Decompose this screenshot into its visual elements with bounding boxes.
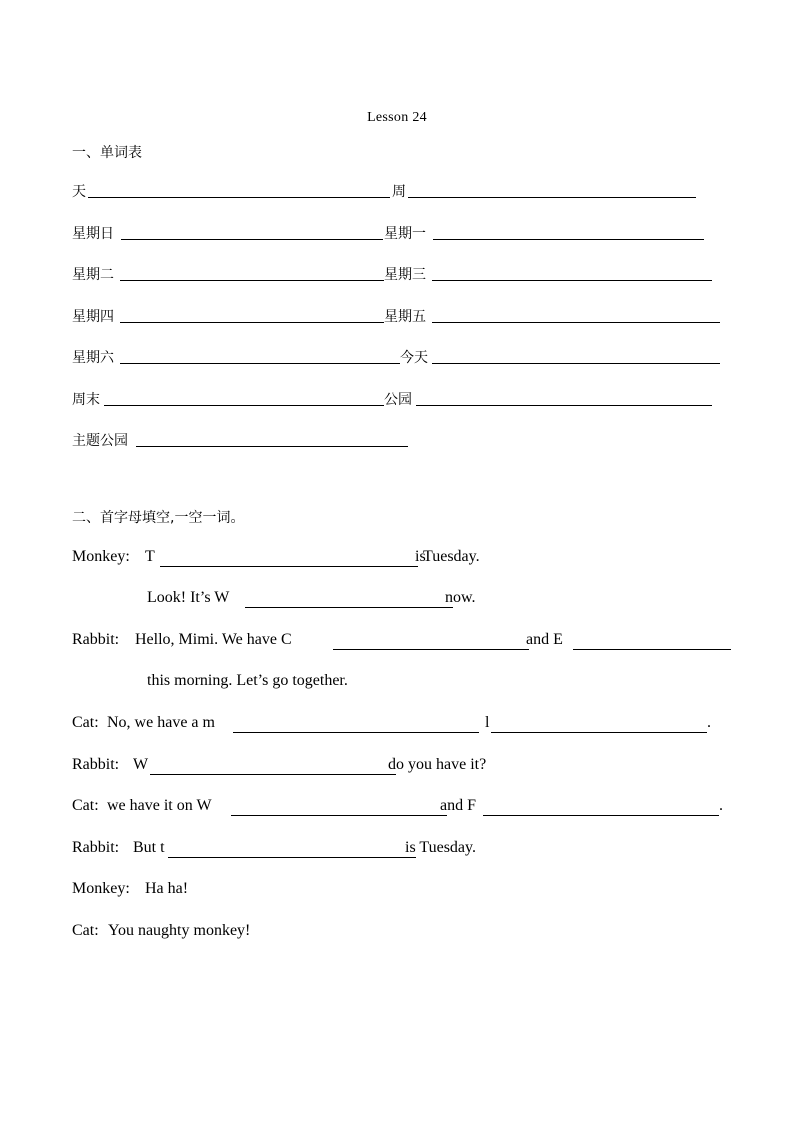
speaker-label: Cat: — [72, 714, 99, 731]
dialogue-text: T — [145, 548, 155, 565]
word-label: 周 — [392, 184, 406, 200]
answer-blank[interactable] — [160, 566, 418, 567]
dialogue-text: Hello, Mimi. We have C — [135, 631, 292, 648]
answer-blank[interactable] — [120, 363, 400, 364]
dialogue-text: Look! It’s W — [147, 589, 230, 606]
dialogue-text: . — [719, 797, 723, 814]
dialogue-text: now. — [445, 589, 476, 606]
word-label: 星期六 — [72, 350, 114, 366]
dialogue-text: Tuesday. — [423, 548, 480, 565]
dialogue-text: is Tuesday. — [405, 839, 476, 856]
section1-heading: 一、单词表 — [72, 145, 142, 161]
word-label: 星期三 — [384, 267, 426, 283]
section2-heading: 二、首字母填空,一空一词。 — [72, 510, 245, 526]
speaker-label: Rabbit: — [72, 756, 120, 773]
answer-blank[interactable] — [433, 239, 704, 240]
answer-blank[interactable] — [491, 732, 707, 733]
answer-blank[interactable] — [231, 815, 447, 816]
answer-blank[interactable] — [136, 446, 408, 447]
dialogue-text: . — [707, 714, 711, 731]
dialogue-text: Ha ha! — [145, 880, 189, 897]
answer-blank[interactable] — [573, 649, 731, 650]
word-label: 今天 — [400, 350, 428, 366]
speaker-label: Rabbit: — [72, 631, 120, 648]
answer-blank[interactable] — [408, 197, 696, 198]
dialogue-text: this morning. Let’s go together. — [147, 672, 348, 689]
word-label: 星期五 — [384, 309, 426, 325]
dialogue-text: do you have it? — [388, 756, 487, 773]
speaker-label: Rabbit: — [72, 839, 120, 856]
answer-blank[interactable] — [432, 322, 720, 323]
answer-blank[interactable] — [416, 405, 712, 406]
speaker-label: Monkey: — [72, 548, 130, 565]
answer-blank[interactable] — [432, 363, 720, 364]
word-label: 天 — [72, 184, 86, 200]
answer-blank[interactable] — [168, 857, 416, 858]
page-title: Lesson 24 — [367, 110, 427, 125]
word-label: 公园 — [384, 392, 412, 408]
answer-blank[interactable] — [150, 774, 396, 775]
dialogue-text: You naughty monkey! — [108, 922, 251, 939]
answer-blank[interactable] — [432, 280, 712, 281]
answer-blank[interactable] — [245, 607, 453, 608]
dialogue-text: l — [485, 714, 490, 731]
answer-blank[interactable] — [121, 239, 383, 240]
word-label: 星期二 — [72, 267, 114, 283]
dialogue-text: But t — [133, 839, 165, 856]
word-label: 周末 — [72, 392, 100, 408]
word-label: 星期日 — [72, 226, 114, 242]
dialogue-text: we have it on W — [107, 797, 212, 814]
answer-blank[interactable] — [104, 405, 384, 406]
dialogue-text: W — [133, 756, 149, 773]
answer-blank[interactable] — [88, 197, 390, 198]
dialogue-text: and F — [440, 797, 476, 814]
answer-blank[interactable] — [333, 649, 529, 650]
dialogue-text: and E — [526, 631, 563, 648]
dialogue-text: No, we have a m — [107, 714, 215, 731]
answer-blank[interactable] — [233, 732, 479, 733]
word-label: 星期一 — [384, 226, 426, 242]
answer-blank[interactable] — [483, 815, 719, 816]
speaker-label: Monkey: — [72, 880, 130, 897]
answer-blank[interactable] — [120, 322, 384, 323]
answer-blank[interactable] — [120, 280, 384, 281]
word-label: 主题公园 — [72, 433, 128, 449]
dialogue-text: is — [415, 548, 426, 565]
speaker-label: Cat: — [72, 922, 99, 939]
word-label: 星期四 — [72, 309, 114, 325]
speaker-label: Cat: — [72, 797, 99, 814]
